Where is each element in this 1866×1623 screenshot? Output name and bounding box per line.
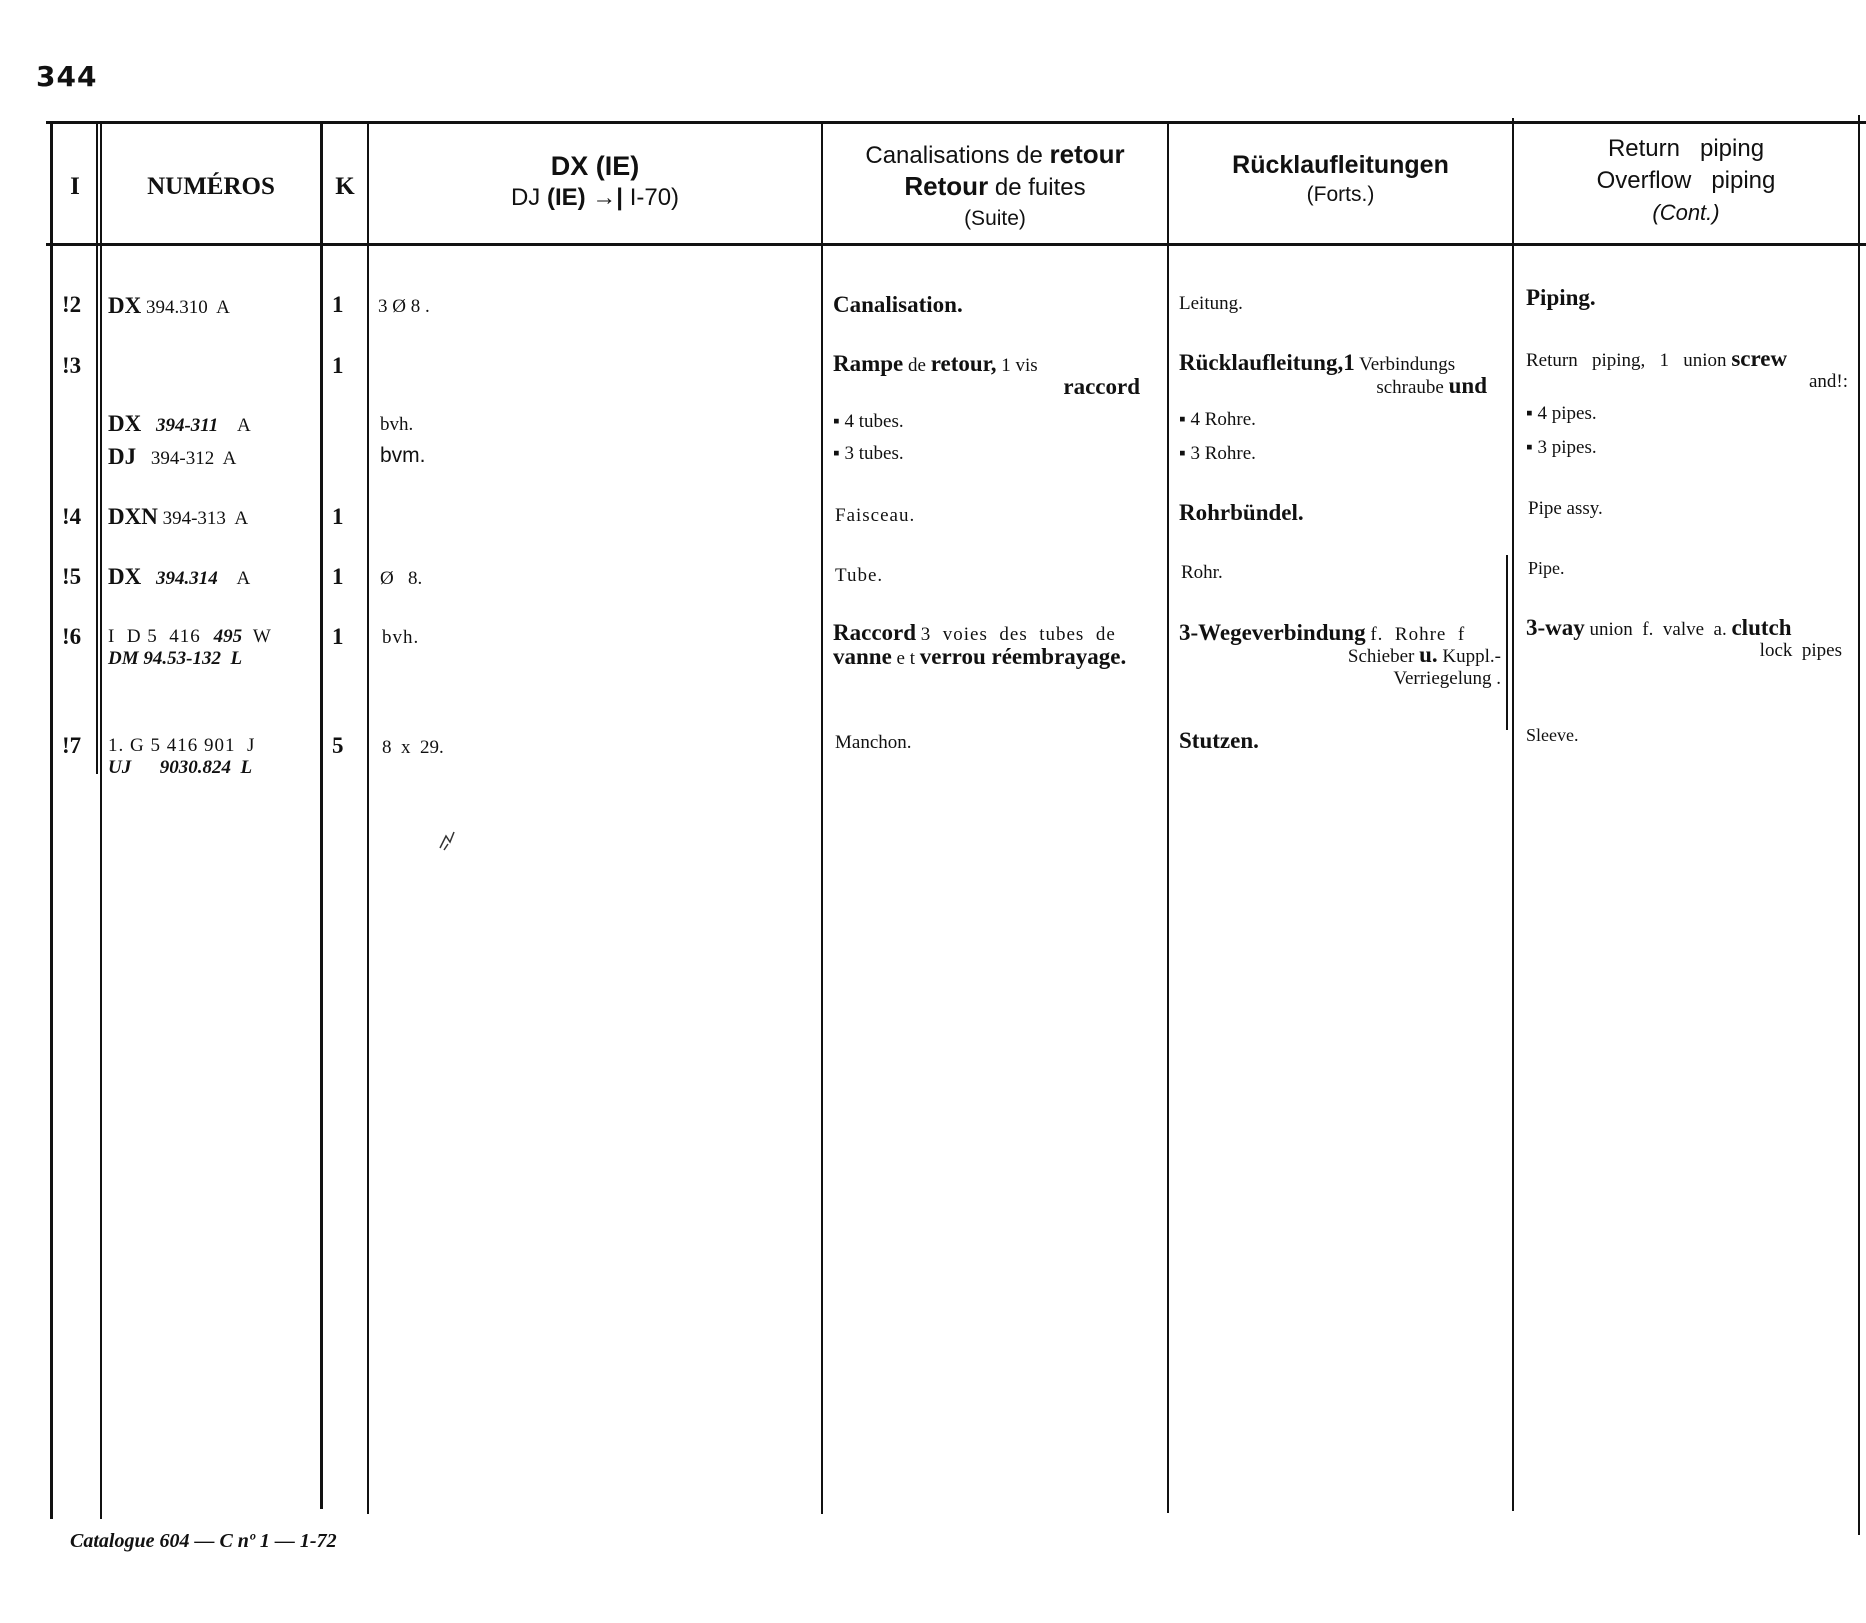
desc-de: ▪ 3 Rohre. [1179, 443, 1256, 464]
col-divider-de [1512, 118, 1514, 1511]
desc-fr: Raccord 3 voies des tubes de [833, 620, 1116, 645]
header-fr-line1a: Canalisations de [865, 142, 1043, 169]
col-divider-fr [1167, 121, 1169, 1513]
page-number: 344 [36, 60, 98, 93]
desc-de: Rohrbündel. [1179, 500, 1304, 525]
quantity: 1 [332, 353, 344, 378]
spec: bvh. [382, 627, 420, 648]
header-fr-line1b: retour [1049, 139, 1125, 169]
header-german [1169, 150, 1512, 210]
header-models-ie: (IE) [546, 184, 586, 211]
part-number-alt: DM 94.53-132 L [108, 648, 243, 669]
de-margin-mark [1506, 555, 1508, 730]
desc-fr: Rampe de retour, 1 vis [833, 351, 1038, 376]
col-divider-index [96, 124, 98, 774]
row-index: !5 [62, 564, 82, 589]
header-models [369, 150, 821, 214]
table-top-border [46, 121, 1866, 124]
desc-en: ▪ 3 pipes. [1526, 437, 1597, 458]
part-number: 1. G 5 416 901 J [108, 735, 256, 756]
row-index: !2 [62, 292, 82, 317]
header-french [823, 139, 1167, 234]
desc-de-cont: schraube und [1376, 373, 1487, 398]
header-english [1514, 133, 1858, 229]
desc-de: ▪ 4 Rohre. [1179, 409, 1256, 430]
quantity: 1 [332, 624, 344, 649]
header-models-line2 [369, 182, 821, 214]
header-models-date: I-70) [629, 184, 680, 211]
quantity: 5 [332, 733, 344, 758]
desc-fr: Tube. [835, 565, 884, 586]
desc-en-cont: lock pipes [1759, 640, 1842, 661]
desc-en: Piping. [1526, 285, 1596, 310]
header-index: I [70, 173, 80, 200]
desc-en: Pipe. [1528, 558, 1565, 578]
desc-fr: Canalisation. [833, 292, 963, 317]
part-number: I D 5 416 495 W [108, 626, 271, 647]
part-number: DX 394.310 A [108, 293, 230, 318]
quantity: 1 [332, 564, 344, 589]
col-divider-en [1858, 115, 1860, 1535]
desc-de: Stutzen. [1179, 728, 1259, 753]
desc-en-cont: and!: [1808, 371, 1848, 392]
header-en-line3: (Cont.) [1652, 200, 1720, 225]
ink-smudge-icon [436, 828, 458, 854]
desc-en: Return piping, 1 union screw [1526, 346, 1788, 371]
part-number: DJ 394-312 A [108, 444, 237, 469]
header-models-dj: DJ [510, 184, 541, 211]
desc-fr: Manchon. [835, 732, 912, 753]
header-numbers: NUMÉROS [147, 173, 275, 200]
catalogue-footer: Catalogue 604 — C nº 1 — 1-72 [70, 1530, 337, 1552]
col-divider-spec [821, 124, 823, 1514]
row-index: !3 [62, 353, 82, 378]
header-fr-line2b: de fuites [994, 174, 1086, 201]
part-number: DX 394.314 A [108, 564, 251, 589]
spec: bvh. [380, 414, 414, 435]
desc-fr: ▪ 4 tubes. [833, 411, 904, 432]
desc-de-cont: Schieber u. Kuppl.- [1347, 642, 1501, 667]
desc-fr: Faisceau. [835, 505, 916, 526]
header-qty: K [335, 173, 355, 200]
desc-de: Rohr. [1181, 562, 1223, 583]
desc-fr-cont: vanne e t verrou réembrayage. [833, 644, 1127, 669]
col-divider-numbers [320, 124, 323, 1509]
header-fr-line3: (Suite) [964, 207, 1026, 230]
quantity: 1 [332, 504, 344, 529]
header-fr-line2a: Retour [904, 171, 989, 201]
desc-fr: ▪ 3 tubes. [833, 443, 904, 464]
spec: 8 x 29. [382, 737, 444, 758]
part-number-alt: UJ 9030.824 L [108, 757, 253, 778]
desc-en: Pipe assy. [1528, 498, 1603, 519]
row-index: !4 [62, 504, 82, 529]
part-number: DX 394-311 A [108, 411, 251, 436]
desc-de-cont2: Verriegelung . [1393, 668, 1501, 689]
header-de-line1: Rücklaufleitungen [1232, 151, 1449, 179]
spec: 3 Ø 8 . [378, 296, 430, 317]
header-en-line1: Return piping [1607, 135, 1765, 162]
desc-en: 3-way union f. valve a. clutch [1526, 615, 1792, 640]
desc-fr-cont: raccord [1063, 374, 1140, 399]
header-models-line1: DX (IE) [550, 151, 640, 181]
arrow-bar-icon: →| [592, 184, 624, 211]
header-de-line2: (Forts.) [1306, 183, 1375, 206]
row-index: !7 [62, 733, 82, 758]
desc-de: Rücklaufleitung,1 Verbindungs [1179, 350, 1456, 375]
header-en-line2: Overflow piping [1596, 167, 1776, 194]
desc-de: Leitung. [1179, 293, 1243, 314]
desc-en: ▪ 4 pipes. [1526, 403, 1597, 424]
header-bottom-border [46, 243, 1866, 246]
spec: bvm. [380, 444, 426, 467]
desc-en: Sleeve. [1526, 725, 1579, 745]
desc-de: 3-Wegeverbindung f. Rohre f [1179, 620, 1466, 645]
spec: Ø 8. [380, 568, 423, 589]
col-divider-qty [367, 124, 369, 1514]
quantity: 1 [332, 292, 344, 317]
row-index: !6 [62, 624, 82, 649]
part-number: DXN 394-313 A [108, 504, 249, 529]
col-divider-left [50, 121, 53, 1519]
col-divider-index-b [100, 124, 102, 1519]
